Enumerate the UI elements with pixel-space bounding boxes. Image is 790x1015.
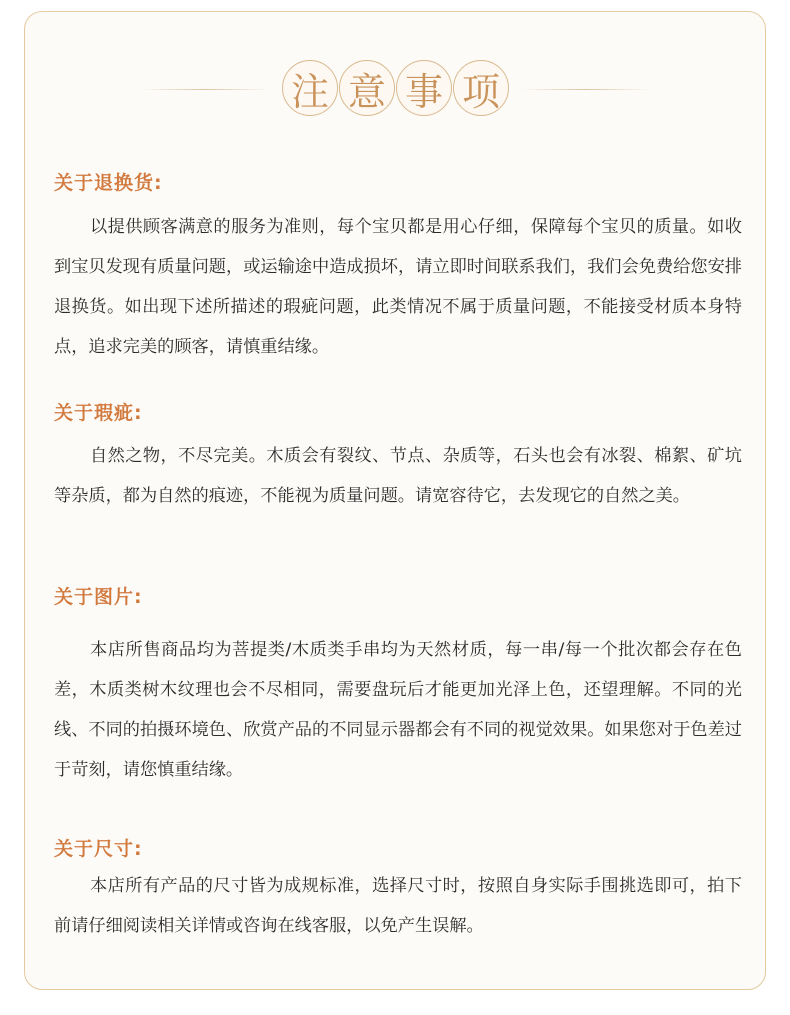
section-body-returns: 以提供顾客满意的服务为准则，每个宝贝都是用心仔细，保障每个宝贝的质量。如收到宝贝发现有质量问题，或运输途中造成损坏，请立即时间联系我们，我们会免费给您安排退换货。如出现下述所描述的瑕疵问题，此类情况不属于质量问题，不能接受材质本身特点，追求完美的顾客，请慎重结缘。 — [54, 217, 742, 357]
section-body-sizes: 本店所有产品的尺寸皆为成规标准，选择尺寸时，按照自身实际手围挑选即可，拍下前请仔细阅读相关详情或咨询在线客服，以免产生误解。 — [54, 876, 742, 936]
title-char-4: 项 — [453, 60, 509, 116]
title-char-1: 注 — [282, 60, 338, 116]
page-title — [0, 58, 790, 122]
title-char-group — [282, 58, 512, 122]
title-char-3: 事 — [396, 60, 452, 116]
section-heading-flaws: 关于瑕疵: — [54, 402, 143, 424]
section-body-flaws: 自然之物，不尽完美。木质会有裂纹、节点、杂质等，石头也会有冰裂、棉絮、矿坑等杂质，都为自然的痕迹，不能视为质量问题。请宽容待它，去发现它的自然之美。 — [54, 446, 742, 506]
section-heading-images: 关于图片: — [54, 586, 143, 608]
section-body-images: 本店所售商品均为菩提类/木质类手串均为天然材质，每一串/每一个批次都会存在色差，木质类树木纹理也会不尽相同，需要盘玩后才能更加光泽上色，还望理解。不同的光线、不同的拍摄环境色、欣赏产品的不同显示器都会有不同的视觉效果。如果您对于色差过于苛刻，请您慎重结缘。 — [54, 640, 742, 780]
title-char-2: 意 — [339, 60, 395, 116]
title-divider-left — [140, 89, 270, 90]
section-heading-sizes: 关于尺寸: — [54, 838, 143, 860]
title-divider-right — [520, 89, 650, 90]
section-heading-returns: 关于退换货: — [54, 172, 163, 194]
